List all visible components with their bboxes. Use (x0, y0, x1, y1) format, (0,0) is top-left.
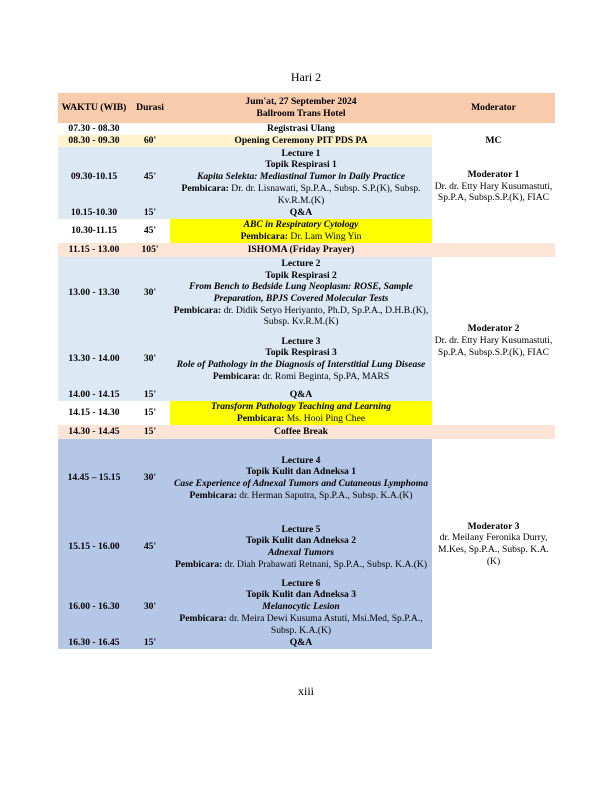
time-cell: 10.30-11.15 (58, 219, 130, 243)
session-cell (170, 401, 432, 425)
speaker-label: Pembicara: (174, 558, 223, 570)
lecture-title: From Bench to Bedside Lung Neoplasm: ROSE, Sample Preparation, BPJS Covered Molecular Tests (189, 281, 413, 304)
session-cell: Coffee Break (274, 426, 328, 438)
speaker-name: dr. Meira Dewi Kusuma Astuti, Msi.Med, Sp.P.A., Subsp. K.A.(K) (229, 612, 423, 636)
time-cell: 15.15 - 16.00 (68, 541, 120, 553)
lecture-number: Lecture 1 (281, 147, 321, 159)
lecture-title: Transform Pathology Teaching and Learning (211, 401, 391, 413)
speaker-name: dr. Romi Beginta, Sp.PA, MARS (262, 370, 390, 382)
time-cell: 08.30 - 09.30 (68, 135, 120, 147)
table-row (58, 135, 555, 147)
session-cell: ISHOMA (Friday Prayer) (247, 244, 355, 256)
duration-cell: 15' (143, 389, 157, 401)
session-cell: Registrasi Ulang (267, 123, 335, 135)
speaker-label: Pembicara: (179, 612, 227, 624)
table-row (58, 439, 555, 517)
header-time: WAKTU (WIB) (58, 93, 130, 123)
topic-label: Topik Respirasi 1 (265, 159, 337, 171)
header-duration: Durasi (130, 93, 170, 123)
topic-label: Topik Respirasi 2 (265, 269, 337, 281)
speaker-line (172, 371, 430, 383)
time-cell: 07.30 - 08.30 (68, 123, 120, 135)
table-row (58, 123, 555, 135)
topic-label: Topik Kulit dan Adneksa 3 (245, 589, 357, 601)
topic-label: Topik Respirasi 3 (265, 347, 337, 359)
session-cell: Q&A (289, 389, 313, 401)
session-cell: Q&A (289, 207, 313, 219)
moderator-cell-1 (432, 147, 555, 243)
lecture-title: Role of Pathology in the Diagnosis of Interstitial Lung Disease (176, 359, 426, 370)
moderator-cell-2 (432, 257, 555, 425)
duration-cell: 45' (143, 171, 157, 183)
speaker-name: dr. Diah Prabawati Retnani, Sp.P.A., Subsp. K.A.(K) (224, 558, 428, 570)
table-row (58, 257, 555, 329)
duration-cell: 45' (143, 541, 157, 553)
table-row (58, 147, 555, 207)
time-cell: 16.30 - 16.45 (68, 637, 120, 649)
session-cell (170, 439, 432, 517)
lecture-number: Lecture 2 (281, 257, 321, 269)
lecture-title: Kapita Selekta: Mediastinal Tumor in Daily Practice (196, 171, 406, 183)
speaker-name: dr. Herman Saputra, Sp.P.A., Subsp. K.A.(K) (239, 489, 413, 501)
speaker-label: Pembicara: (181, 182, 229, 194)
schedule-table (58, 93, 555, 649)
time-cell: 14.00 - 14.15 (68, 389, 120, 401)
lecture-number: Lecture 3 (281, 335, 321, 347)
duration-cell: 15' (143, 426, 157, 438)
moderator-title: Moderator 3 (467, 520, 520, 532)
page-title: Hari 2 (290, 70, 322, 84)
speaker-line (172, 413, 430, 425)
moderator-name: Dr. dr. Etty Hary Kusumastuti, Sp.P.A, Subsp.S.P.(K), FIAC (434, 335, 553, 358)
duration-cell: 30' (143, 287, 157, 299)
time-cell: 16.00 - 16.30 (68, 601, 120, 613)
duration-cell: 60' (143, 135, 157, 147)
duration-cell: 30' (143, 472, 157, 484)
page-number: xiii (297, 684, 314, 698)
speaker-name: Dr. dr. Lisnawati, Sp.P.A., Subsp. S.P.(K), Subsp. Kv.R.M.(K) (231, 182, 421, 206)
speaker-line (172, 559, 430, 571)
session-cell (170, 329, 432, 389)
header-date: Jum'at, 27 September 2024 (245, 96, 357, 108)
time-cell: 11.15 - 13.00 (68, 244, 120, 256)
speaker-label: Pembicara: (189, 489, 237, 501)
table-row (58, 425, 555, 439)
lecture-title: Melanocytic Lesion (262, 601, 340, 613)
speaker-line (172, 305, 430, 328)
time-cell: 14.45 – 15.15 (67, 472, 121, 484)
moderator-title: Moderator 2 (467, 323, 520, 335)
duration-cell: 45' (130, 219, 170, 243)
moderator-cell (432, 243, 555, 257)
speaker-label: Pembicara: (236, 413, 285, 424)
header-venue: Ballroom Trans Hotel (256, 108, 346, 119)
duration-cell: 30' (143, 601, 157, 613)
topic-label: Topik Kulit dan Adneksa 2 (245, 535, 357, 547)
speaker-line (172, 231, 430, 243)
speaker-name: Ms. Hooi Ping Chee (286, 413, 366, 424)
time-cell: 10.15-10.30 (70, 207, 118, 219)
lecture-number: Lecture 4 (281, 454, 321, 466)
time-cell: 09.30-10.15 (70, 171, 118, 183)
topic-label: Topik Kulit dan Adneksa 1 (245, 466, 357, 478)
speaker-line (172, 613, 430, 636)
lecture-title: ABC in Respiratory Cytology (243, 219, 359, 231)
moderator-cell (432, 123, 555, 135)
speaker-label: Pembicara: (240, 231, 288, 242)
moderator-title: Moderator 1 (467, 169, 520, 180)
speaker-name: dr. Didik Setyo Heriyanto, Ph.D, Sp.P.A., D.H.B.(K), Subsp. Kv.R.M.(K) (223, 304, 429, 328)
lecture-title: Case Experience of Adnexal Tumors and Cutaneous Lymphoma (174, 478, 428, 489)
session-cell: Q&A (289, 637, 313, 649)
lecture-number: Lecture 6 (281, 577, 321, 589)
duration-cell: 15' (130, 401, 170, 425)
session-cell: Opening Ceremony PIT PDS PA (234, 135, 368, 147)
lecture-title: Adnexal Tumors (267, 547, 334, 558)
time-cell: 13.30 - 14.00 (68, 353, 120, 365)
duration-cell: 15' (143, 207, 157, 219)
time-cell: 14.30 - 14.45 (68, 426, 120, 438)
mc-cell: MC (432, 135, 555, 147)
session-cell (170, 219, 432, 243)
header-moderator: Moderator (432, 93, 555, 123)
header-date-venue (170, 93, 432, 123)
duration-cell (130, 123, 170, 135)
time-cell: 14.15 - 14.30 (58, 401, 130, 425)
moderator-name: Dr. dr. Etty Hary Kusumastuti, Sp.P.A, Subsp.S.P.(K), FIAC (434, 180, 553, 204)
session-cell (170, 577, 432, 637)
table-row (58, 243, 555, 257)
lecture-number: Lecture 5 (281, 523, 321, 535)
speaker-name: Dr. Lam Wing Yin (290, 231, 362, 242)
duration-cell: 15' (143, 637, 157, 649)
speaker-line (172, 183, 430, 206)
moderator-name: dr. Meilany Feronika Durry, M.Kes, Sp.P.A., Subsp. K.A.(K) (438, 532, 549, 567)
session-cell (170, 517, 432, 577)
moderator-cell (432, 425, 555, 439)
duration-cell: 105' (141, 244, 159, 256)
time-cell: 13.00 - 13.30 (68, 287, 120, 299)
session-cell (170, 257, 432, 329)
speaker-label: Pembicara: (212, 370, 261, 382)
moderator-cell-3 (432, 439, 555, 649)
duration-cell: 30' (143, 353, 157, 365)
speaker-line (172, 490, 430, 502)
session-cell (170, 147, 432, 207)
header-row (58, 93, 555, 123)
speaker-label: Pembicara: (173, 304, 222, 316)
